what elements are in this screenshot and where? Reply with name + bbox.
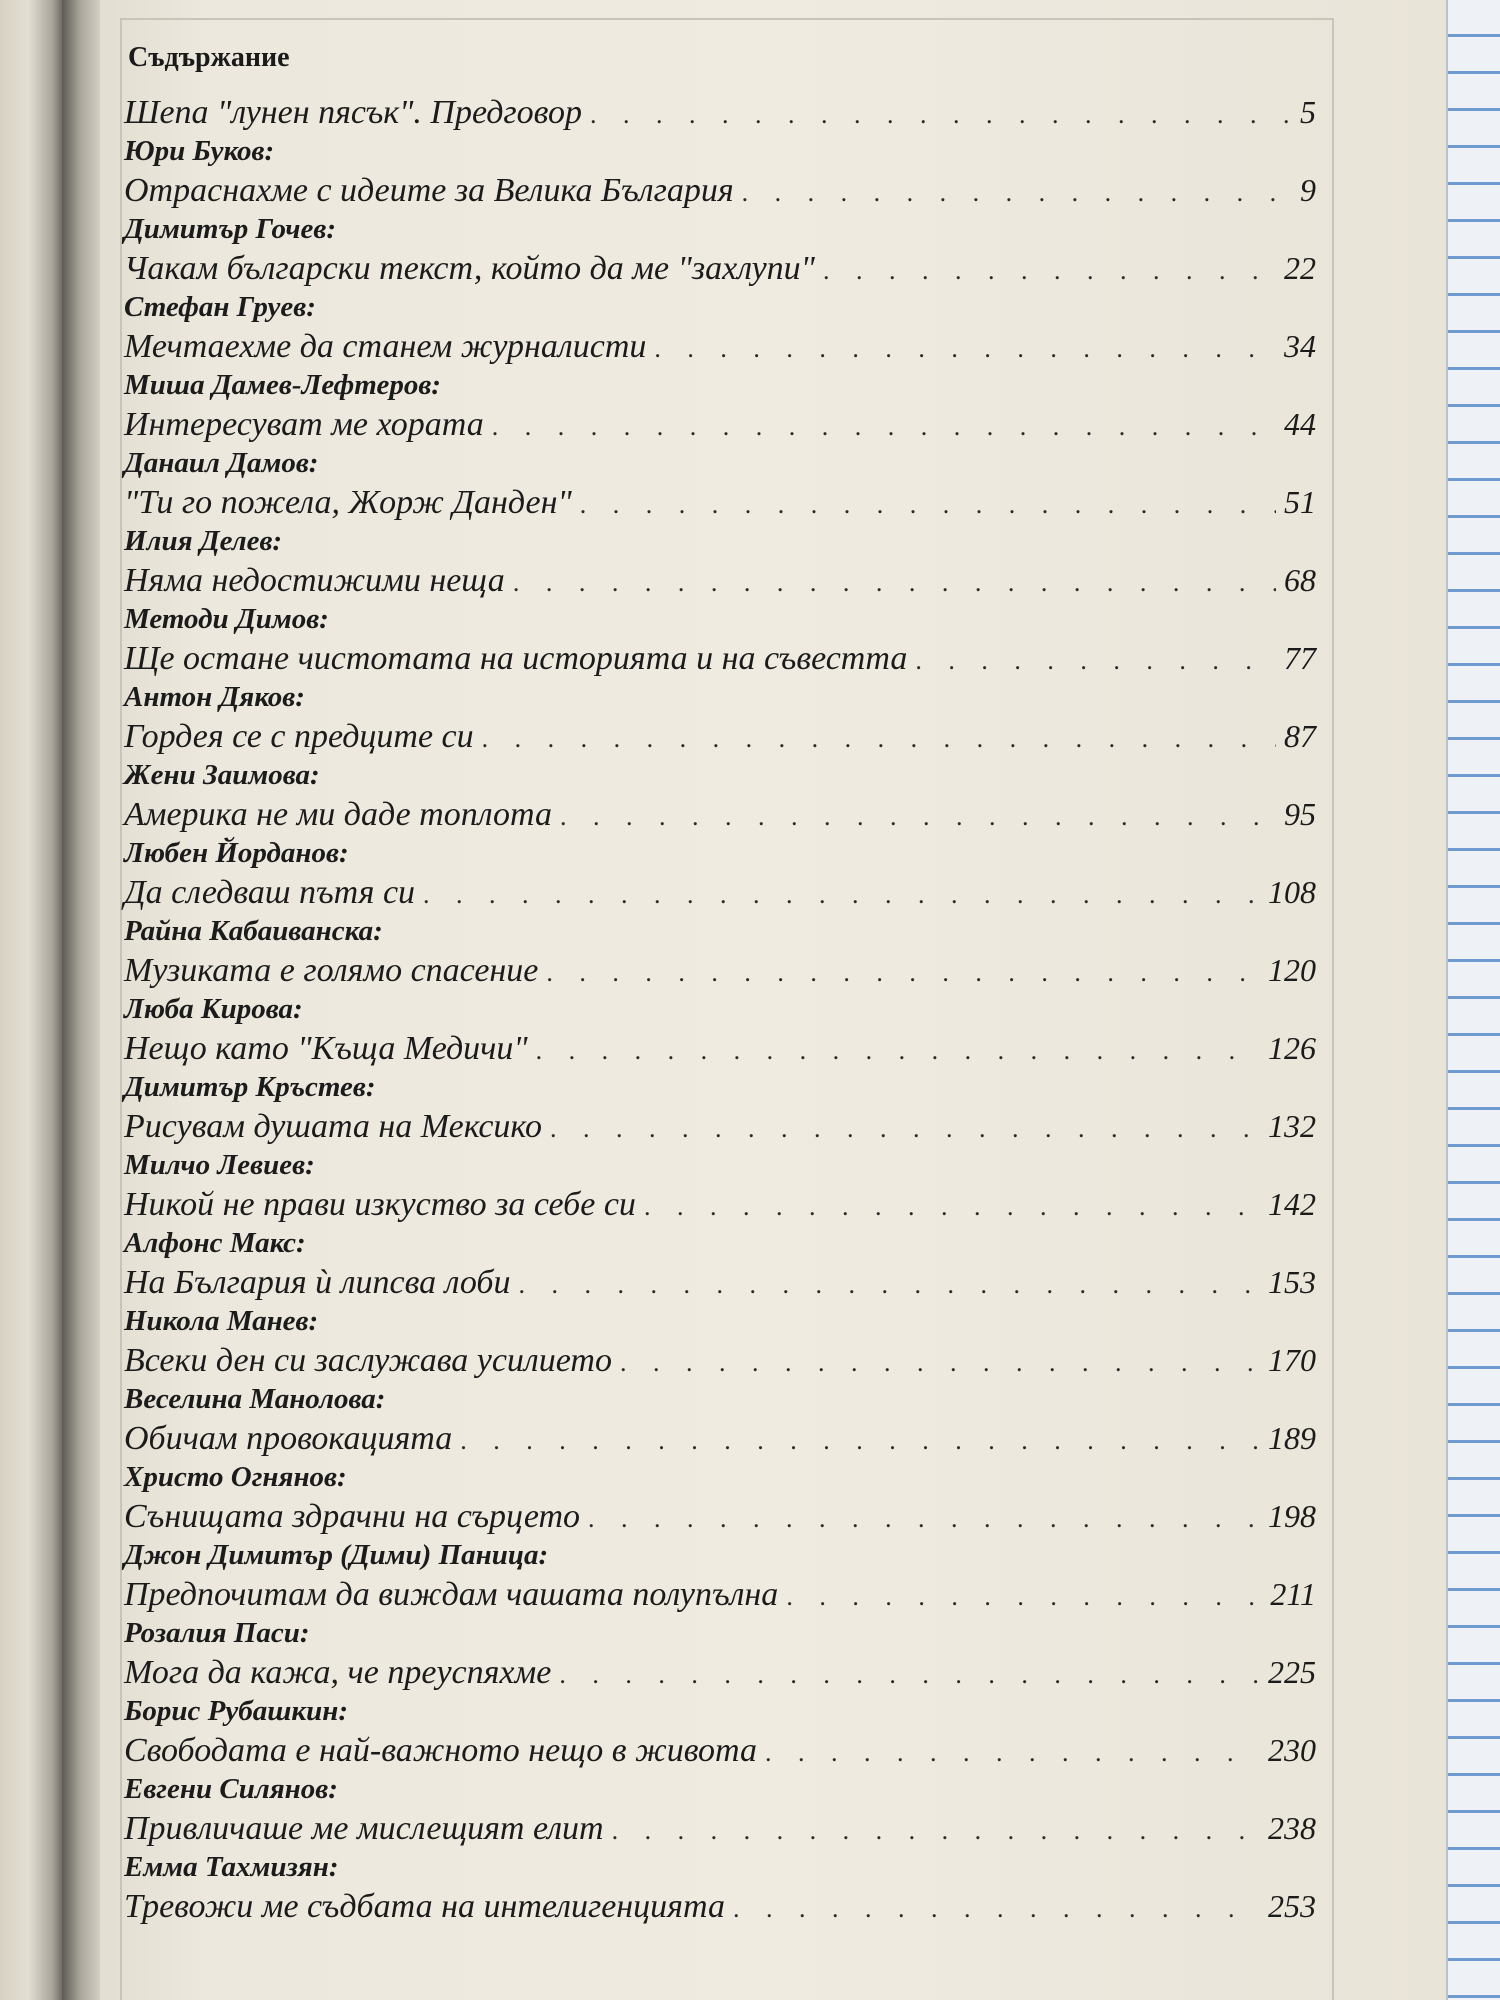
toc-entry-page: 132 xyxy=(1268,1108,1316,1144)
toc-leader-dots xyxy=(546,951,1260,995)
toc-entry-row xyxy=(124,402,1316,446)
table-of-contents xyxy=(124,90,1316,1928)
toc-entry xyxy=(124,680,1316,758)
toc-entry-title: Тревожи ме съдбата на интелигенцията xyxy=(124,1888,725,1925)
toc-entry-page: 51 xyxy=(1284,484,1316,520)
toc-entry-page: 77 xyxy=(1284,640,1316,676)
toc-entry-row xyxy=(124,246,1316,290)
toc-leader-dots xyxy=(513,561,1276,605)
notebook-paper-edge xyxy=(1446,0,1500,2000)
toc-entry-row xyxy=(124,1728,1316,1772)
toc-entry-row xyxy=(124,324,1316,368)
toc-entry-row xyxy=(124,1572,1316,1616)
toc-entry-row xyxy=(124,1182,1316,1226)
toc-entry-row xyxy=(124,1104,1316,1148)
toc-entry xyxy=(124,758,1316,836)
toc-entry xyxy=(124,446,1316,524)
toc-entry-page: 238 xyxy=(1268,1810,1316,1846)
toc-entry-row xyxy=(124,1494,1316,1538)
toc-leader-dots xyxy=(786,1575,1262,1619)
toc-leader-dots xyxy=(654,327,1276,371)
toc-entry-author: Стефан Груев: xyxy=(124,291,316,323)
toc-entry-title: "Ти го пожела, Жорж Данден" xyxy=(124,484,572,521)
toc-entry-row xyxy=(124,90,1316,134)
toc-entry xyxy=(124,1148,1316,1226)
toc-entry-title: Свободата е най-важното нещо в живота xyxy=(124,1732,757,1769)
toc-entry-row xyxy=(124,792,1316,836)
toc-entry-author: Юри Буков: xyxy=(124,135,275,167)
adjacent-page-edge xyxy=(0,0,62,2000)
toc-entry-page: 108 xyxy=(1268,874,1316,910)
toc-entry-page: 189 xyxy=(1268,1420,1316,1456)
toc-entry-page: 170 xyxy=(1268,1342,1316,1378)
toc-entry-title: Предпочитам да виждам чашата полупълна xyxy=(124,1576,779,1613)
toc-entry-author: Розалия Паси: xyxy=(124,1617,310,1649)
toc-leader-dots xyxy=(765,1731,1260,1775)
toc-entry-author: Алфонс Макс: xyxy=(124,1227,306,1259)
book-page xyxy=(100,0,1448,2000)
toc-entry-page: 22 xyxy=(1284,250,1316,286)
toc-entry-title: Сънищата здрачни на сърцето xyxy=(124,1498,581,1535)
toc-leader-dots xyxy=(559,1653,1260,1697)
toc-leader-dots xyxy=(588,1497,1260,1541)
toc-leader-dots xyxy=(590,93,1292,137)
toc-entry-row xyxy=(124,1806,1316,1850)
toc-entry-title: Музиката е голямо спасение xyxy=(124,952,539,989)
toc-entry-title: Мога да кажа, че преуспяхме xyxy=(124,1654,552,1691)
toc-leader-dots xyxy=(460,1419,1260,1463)
toc-entry-title: Да следваш пътя си xyxy=(124,874,416,911)
toc-entry xyxy=(124,602,1316,680)
toc-leader-dots xyxy=(612,1809,1260,1853)
toc-entry-row xyxy=(124,714,1316,758)
toc-entry-page: 230 xyxy=(1268,1732,1316,1768)
toc-entry-page: 142 xyxy=(1268,1186,1316,1222)
toc-entry xyxy=(124,134,1316,212)
toc-entry-title: Америка не ми даде топлота xyxy=(124,796,552,833)
toc-entry-page: 95 xyxy=(1284,796,1316,832)
toc-entry-author: Люба Кирова: xyxy=(124,993,303,1025)
toc-leader-dots xyxy=(644,1185,1260,1229)
toc-entry-page: 225 xyxy=(1268,1654,1316,1690)
toc-entry-title: Интересуват ме хората xyxy=(124,406,484,443)
toc-entry-page: 211 xyxy=(1270,1576,1316,1612)
toc-entry-author: Борис Рубашкин: xyxy=(124,1695,348,1727)
toc-entry-title: Никой не прави изкуство за себе си xyxy=(124,1186,636,1223)
toc-leader-dots xyxy=(423,873,1260,917)
book-gutter xyxy=(62,0,102,2000)
toc-entry xyxy=(124,1616,1316,1694)
toc-entry xyxy=(124,1538,1316,1616)
toc-entry-page: 68 xyxy=(1284,562,1316,598)
toc-entry xyxy=(124,1850,1316,1928)
toc-entry-title: Всеки ден си заслужава усилието xyxy=(124,1342,612,1379)
toc-entry-author: Джон Димитър (Дими) Паница: xyxy=(124,1539,549,1571)
toc-entry-page: 126 xyxy=(1268,1030,1316,1066)
toc-leader-dots xyxy=(915,639,1276,683)
toc-entry-title: Гордея се с предците си xyxy=(124,718,474,755)
toc-entry-title: Отраснахме с идеите за Велика България xyxy=(124,172,734,209)
toc-entry-title: Нещо като "Къща Медичи" xyxy=(124,1030,528,1067)
toc-entry-page: 87 xyxy=(1284,718,1316,754)
toc-entry xyxy=(124,290,1316,368)
toc-entry-author: Веселина Манолова: xyxy=(124,1383,386,1415)
toc-entry-author: Миша Дамев-Лефтеров: xyxy=(124,369,441,401)
toc-entry-page: 9 xyxy=(1300,172,1316,208)
toc-leader-dots xyxy=(742,171,1292,215)
toc-entry xyxy=(124,914,1316,992)
toc-entry-page: 198 xyxy=(1268,1498,1316,1534)
toc-entry-row xyxy=(124,1650,1316,1694)
toc-entry-page: 5 xyxy=(1300,94,1316,130)
toc-entry-row xyxy=(124,870,1316,914)
toc-entry-page: 253 xyxy=(1268,1888,1316,1924)
toc-entry xyxy=(124,992,1316,1070)
toc-entry-title: Привличаше ме мислещият елит xyxy=(124,1810,604,1847)
toc-entry xyxy=(124,212,1316,290)
toc-leader-dots xyxy=(733,1887,1260,1931)
toc-entry-title: Няма недостижими неща xyxy=(124,562,505,599)
toc-leader-dots xyxy=(492,405,1276,449)
toc-entry-title: Чакам български текст, който да ме "захлупи" xyxy=(124,250,815,287)
toc-entry-author: Христо Огнянов: xyxy=(124,1461,347,1493)
toc-entry-author: Антон Дяков: xyxy=(124,681,305,713)
toc-entry-row xyxy=(124,1416,1316,1460)
toc-leader-dots xyxy=(620,1341,1260,1385)
toc-entry-title: Шепа "лунен пясък". Предговор xyxy=(124,94,582,131)
toc-entry xyxy=(124,836,1316,914)
toc-entry xyxy=(124,524,1316,602)
toc-entry-title: Мечтаехме да станем журналисти xyxy=(124,328,647,365)
toc-entry xyxy=(124,1070,1316,1148)
toc-entry-row xyxy=(124,948,1316,992)
toc-entry-author: Никола Манев: xyxy=(124,1305,319,1337)
toc-entry-row xyxy=(124,1026,1316,1070)
toc-entry-title: Рисувам душата на Мексико xyxy=(124,1108,543,1145)
toc-entry-row xyxy=(124,480,1316,524)
toc-entry-page: 34 xyxy=(1284,328,1316,364)
toc-entry-author: Димитър Кръстев: xyxy=(124,1071,376,1103)
toc-entry-row xyxy=(124,636,1316,680)
toc-leader-dots xyxy=(560,795,1276,839)
toc-entry xyxy=(124,1304,1316,1382)
toc-entry xyxy=(124,368,1316,446)
toc-entry-row xyxy=(124,1260,1316,1304)
toc-entry xyxy=(124,1226,1316,1304)
toc-entry-title: На България ѝ липсва лоби xyxy=(124,1264,511,1301)
toc-entry-author: Евгени Силянов: xyxy=(124,1773,338,1805)
toc-entry-title: Ще остане чистотата на историята и на съвестта xyxy=(124,640,908,677)
toc-entry-author: Емма Тахмизян: xyxy=(124,1851,339,1883)
toc-leader-dots xyxy=(580,483,1276,527)
toc-entry xyxy=(124,90,1316,134)
toc-heading: Съдържание xyxy=(128,42,290,73)
toc-entry-title: Обичам провокацията xyxy=(124,1420,453,1457)
toc-entry xyxy=(124,1694,1316,1772)
toc-entry-page: 44 xyxy=(1284,406,1316,442)
toc-entry-row xyxy=(124,168,1316,212)
toc-entry-author: Илия Делев: xyxy=(124,525,283,557)
toc-entry-author: Райна Кабаиванска: xyxy=(124,915,383,947)
toc-entry-author: Данаил Дамов: xyxy=(124,447,319,479)
toc-entry-page: 120 xyxy=(1268,952,1316,988)
toc-leader-dots xyxy=(518,1263,1260,1307)
toc-entry-row xyxy=(124,558,1316,602)
toc-entry-author: Методи Димов: xyxy=(124,603,329,635)
toc-leader-dots xyxy=(823,249,1276,293)
toc-entry-row xyxy=(124,1884,1316,1928)
toc-entry-author: Милчо Левиев: xyxy=(124,1149,315,1181)
toc-entry xyxy=(124,1382,1316,1460)
toc-entry-row xyxy=(124,1338,1316,1382)
toc-leader-dots xyxy=(536,1029,1260,1073)
toc-entry-author: Любен Йорданов: xyxy=(124,837,349,869)
toc-entry-page: 153 xyxy=(1268,1264,1316,1300)
toc-entry xyxy=(124,1772,1316,1850)
toc-entry xyxy=(124,1460,1316,1538)
toc-entry-author: Димитър Гочев: xyxy=(124,213,336,245)
toc-entry-author: Жени Заимова: xyxy=(124,759,320,791)
toc-leader-dots xyxy=(482,717,1276,761)
toc-leader-dots xyxy=(550,1107,1260,1151)
